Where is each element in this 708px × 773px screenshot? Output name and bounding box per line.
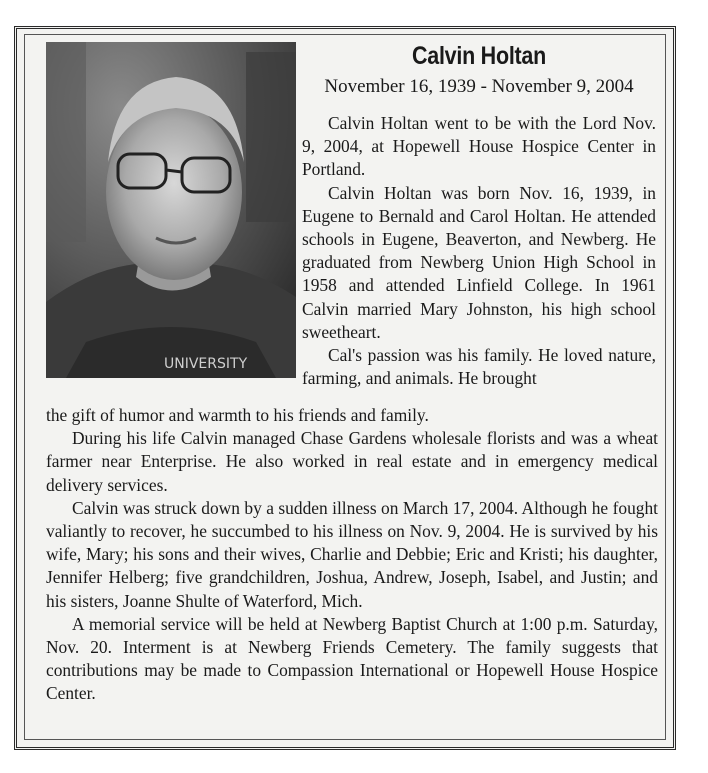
paragraph-4: During his life Calvin managed Chase Gardens wholesale florists and was a wheat farmer near Enterprise. He also worked in real estate and in emergency medical delivery services.: [46, 428, 658, 495]
paragraph-1: Calvin Holtan went to be with the Lord Nov. 9, 2004, at Hopewell House Hospice Center in Portland.: [302, 113, 656, 180]
paragraph-3-end: the gift of humor and warmth to his friends and family.: [46, 405, 429, 425]
paragraph-5: Calvin was struck down by a sudden illness on March 17, 2004. Although he fought valiantly to recover, he succumbed to his illness on Nov. 9, 2004. He is survived by his wife, Mary; his sons and their wives, Charlie and Debbie; Eric and Kristi; his daughter, Jennifer Helberg; five grandchildren, Joshua, Andrew, Joseph, Isabel, and Justin; and his sisters, Joanne Shulte of Waterford, Mich.: [46, 497, 658, 611]
life-dates: November 16, 1939 - November 9, 2004: [324, 76, 634, 97]
portrait-photo: [46, 42, 296, 378]
paragraph-2: Calvin Holtan was born Nov. 16, 1939, in Eugene to Bernald and Carol Holtan. He attended schools in Eugene, Beaverton, and Newberg. He graduated from Newberg Union High School in 1958 and attended Linfield College. In 1961 Calvin married Mary Johnston, his high school sweetheart.: [302, 182, 656, 342]
paragraph-3-start: Cal's passion was his family. He loved nature, farming, and animals. He brought: [302, 345, 656, 389]
paragraph-6: A memorial service will be held at Newberg Baptist Church at 1:00 p.m. Saturday, Nov. 20. Interment is at Newberg Friends Cemetery. The family suggests that contributions may be made to Compassion International or Hopewell House Hospice Center.: [46, 613, 658, 704]
svg-text:UNIVERSITY: UNIVERSITY: [164, 356, 248, 372]
deceased-name: Calvin Holtan: [411, 42, 547, 70]
